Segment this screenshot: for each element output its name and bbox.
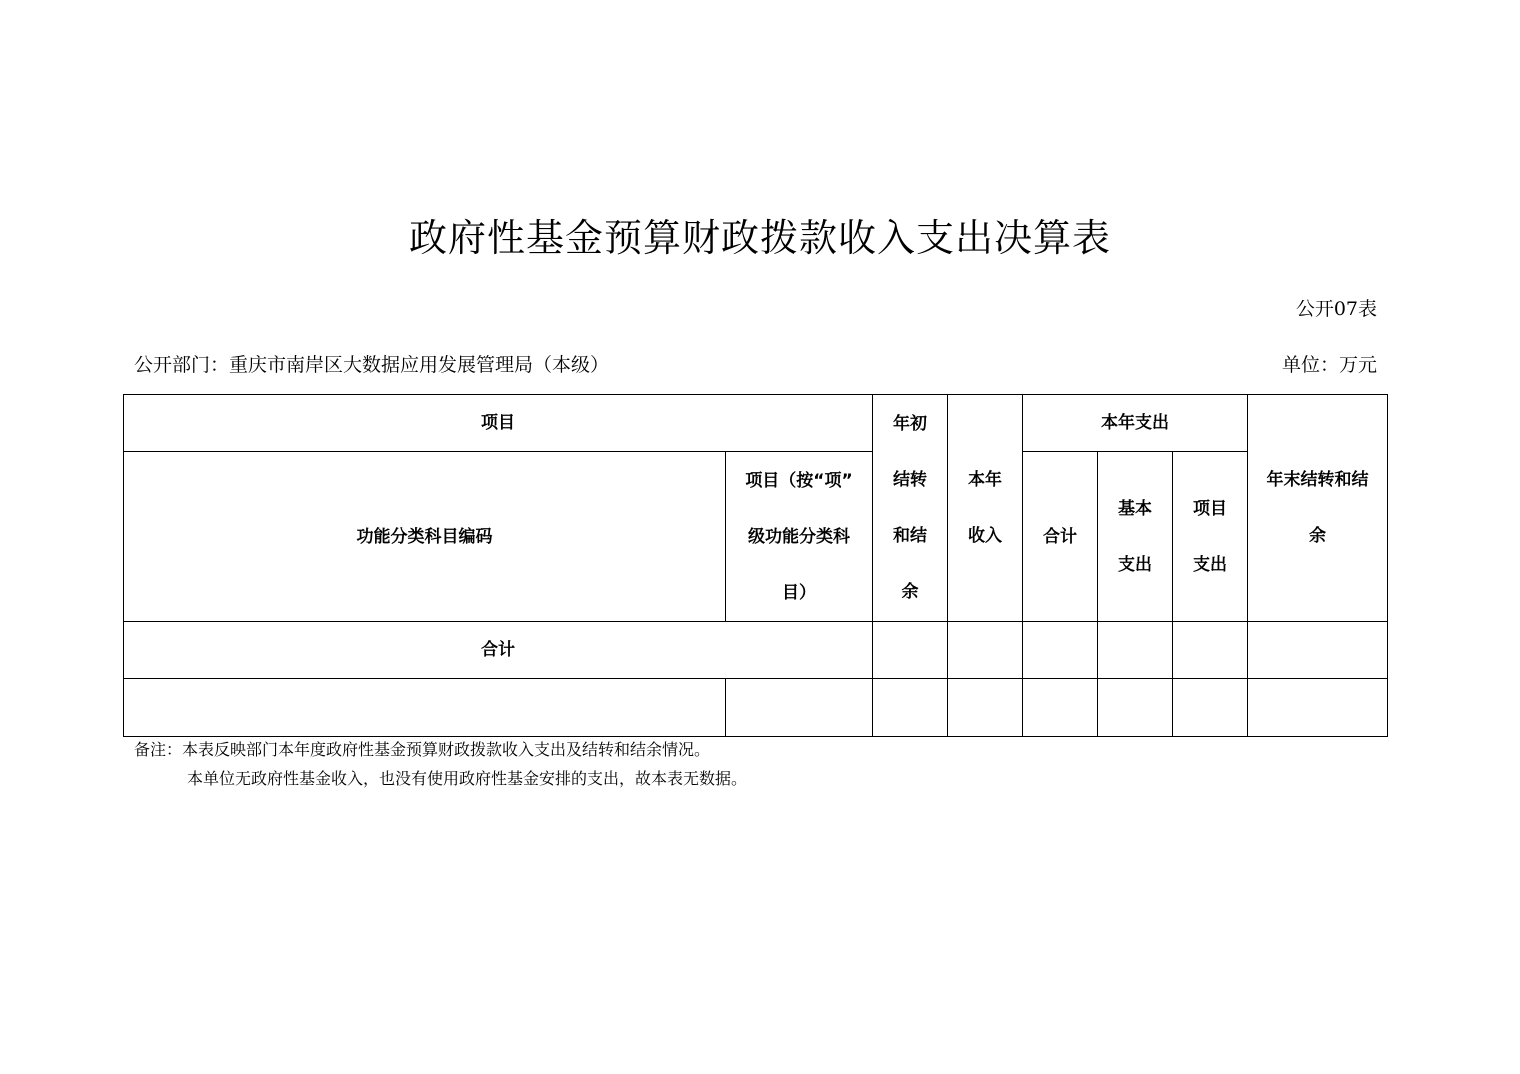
header-basic-exp: 基本 支出 (1098, 452, 1173, 622)
row-item-name (726, 679, 873, 737)
total-project-exp (1173, 622, 1248, 679)
total-income (948, 622, 1023, 679)
total-row-label: 合计 (124, 622, 873, 679)
table-row (124, 679, 1388, 737)
header-project: 项目 (124, 395, 873, 452)
header-item-name: 项目（按“项” 级功能分类科 目） (726, 452, 873, 622)
total-end-balance (1248, 622, 1388, 679)
row-func-code (124, 679, 726, 737)
header-expenditure: 本年支出 (1023, 395, 1248, 452)
row-project-exp (1173, 679, 1248, 737)
header-start-balance: 年初 结转 和结 余 (873, 395, 948, 622)
form-number: 公开07表 (1295, 298, 1377, 320)
total-basic-exp (1098, 622, 1173, 679)
row-start-balance (873, 679, 948, 737)
header-row-2 (124, 452, 1388, 622)
header-end-balance: 年末结转和结 余 (1248, 395, 1388, 622)
fund-budget-table (123, 394, 1388, 737)
unit-label: 单位：万元 (1281, 354, 1377, 376)
header-row-1 (124, 395, 1388, 452)
note-line-1: 备注：本表反映部门本年度政府性基金预算财政拨款收入支出及结转和结余情况。 (134, 740, 711, 759)
department-label: 公开部门：重庆市南岸区大数据应用发展管理局（本级） (134, 354, 610, 376)
total-row (124, 622, 1388, 679)
row-basic-exp (1098, 679, 1173, 737)
total-exp-total (1023, 622, 1098, 679)
total-start-balance (873, 622, 948, 679)
row-end-balance (1248, 679, 1388, 737)
note-line-2: 本单位无政府性基金收入，也没有使用政府性基金安排的支出，故本表无数据。 (187, 769, 748, 788)
header-income: 本年 收入 (948, 395, 1023, 622)
row-exp-total (1023, 679, 1098, 737)
header-func-code: 功能分类科目编码 (124, 452, 726, 622)
row-income (948, 679, 1023, 737)
page-title: 政府性基金预算财政拨款收入支出决算表 (408, 216, 1111, 260)
header-project-exp: 项目 支出 (1173, 452, 1248, 622)
header-total: 合计 (1023, 452, 1098, 622)
